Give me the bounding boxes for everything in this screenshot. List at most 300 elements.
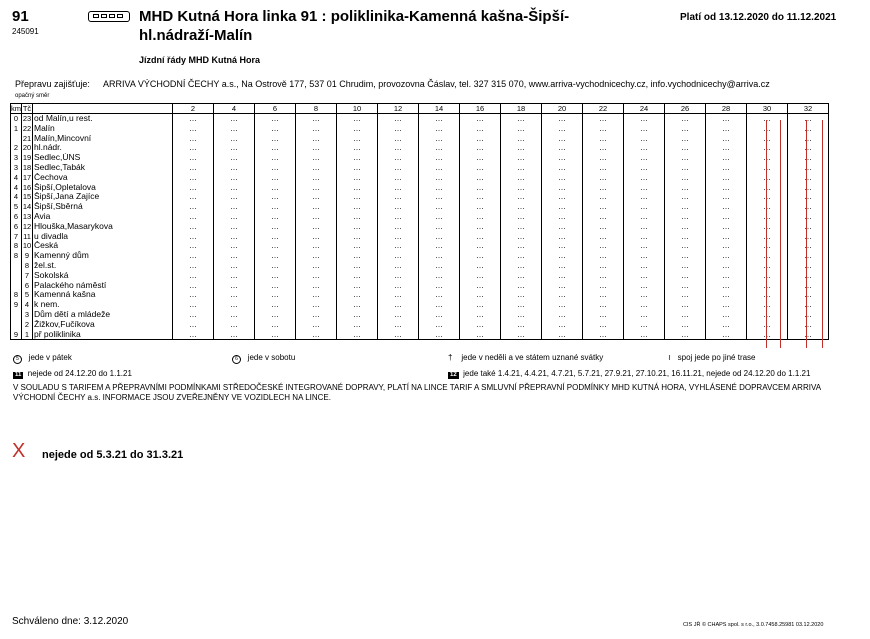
friday-icon: 5 [13,355,22,364]
stop-name: Česká [33,241,173,251]
time-cell: … [460,271,501,281]
time-cell: … [624,310,665,320]
time-cell: … [788,281,829,291]
tc-cell: 21 [22,133,32,143]
time-cell: … [173,232,214,242]
time-cell: … [419,202,460,212]
table-row [11,310,829,320]
legend-other-route: ≀ spoj jede po jiné trase [668,353,756,362]
time-cell: … [214,310,255,320]
time-cell: … [378,232,419,242]
time-cell: … [747,143,788,153]
time-cell: … [542,212,583,222]
time-cell: … [624,143,665,153]
time-cell: … [419,134,460,144]
trip-number: 2 [173,104,214,114]
time-cell: … [296,183,337,193]
time-cell: … [624,241,665,251]
time-cell: … [788,290,829,300]
time-cell: … [214,124,255,134]
tc-cell: 13 [22,211,32,221]
time-cell: … [542,134,583,144]
time-cell: … [378,320,419,330]
tc-cell: 16 [22,182,32,192]
time-cell: … [665,114,706,124]
stop-name: žel.st. [33,261,173,271]
strike-line [806,120,807,348]
time-cell: … [378,202,419,212]
time-cell: … [747,320,788,330]
km-cell: 2 [11,143,22,153]
time-cell: … [460,173,501,183]
time-cell: … [173,192,214,202]
time-cell: … [337,212,378,222]
trip-number: 14 [419,104,460,114]
time-cell: … [747,114,788,124]
time-cell: … [378,310,419,320]
time-cell: … [747,330,788,340]
time-cell: … [337,114,378,124]
time-cell: … [542,281,583,291]
tc-cell: 12 [22,221,32,231]
time-cell: … [788,134,829,144]
time-cell: … [296,212,337,222]
table-header [11,104,829,114]
time-cell: … [460,153,501,163]
time-cell: … [665,202,706,212]
time-cell: … [173,320,214,330]
time-cell: … [378,134,419,144]
trip-number: 26 [665,104,706,114]
time-cell: … [624,202,665,212]
time-cell: … [378,192,419,202]
time-cell: … [419,300,460,310]
time-cell: … [665,232,706,242]
time-cell: … [583,222,624,232]
time-cell: … [296,310,337,320]
time-cell: … [501,232,542,242]
stop-name: Kamenný dům [33,251,173,261]
time-cell: … [419,320,460,330]
km-cell: 4 [11,192,22,202]
time-cell: … [706,300,747,310]
timetable [10,103,829,340]
time-cell: … [255,183,296,193]
time-cell: … [337,290,378,300]
time-cell: … [214,271,255,281]
tc-cell: 3 [22,310,33,320]
direction-label: opačný směr [15,93,50,99]
table-row [11,153,829,163]
time-cell: … [501,271,542,281]
time-cell: … [665,173,706,183]
time-cell: … [788,300,829,310]
time-cell: … [296,173,337,183]
km-cell: 5 [11,202,22,212]
time-cell: … [788,320,829,330]
time-cell: … [747,212,788,222]
table-row [11,261,829,271]
time-cell: … [706,153,747,163]
time-cell: … [419,310,460,320]
time-cell: … [214,241,255,251]
time-cell: … [706,134,747,144]
time-cell: … [788,271,829,281]
time-cell: … [214,300,255,310]
stop-name: Čechova [33,173,173,183]
time-cell: … [788,232,829,242]
time-cell: … [419,212,460,222]
km-cell [11,320,22,330]
trip-number: 6 [255,104,296,114]
time-cell: … [296,261,337,271]
time-cell: … [747,222,788,232]
time-cell: … [296,163,337,173]
time-cell: … [460,261,501,271]
time-cell: … [419,271,460,281]
table-row [11,143,829,153]
trip-number: 4 [214,104,255,114]
time-cell: … [419,281,460,291]
tc-cell: 7 [22,271,33,281]
time-cell: … [296,281,337,291]
time-cell: … [501,134,542,144]
time-cell: … [255,143,296,153]
time-cell: … [542,232,583,242]
time-cell: … [665,124,706,134]
time-cell: … [542,143,583,153]
time-cell: … [337,310,378,320]
time-cell: … [542,330,583,340]
strike-line [766,120,767,348]
time-cell: … [419,153,460,163]
table-row [11,290,829,300]
time-cell: … [747,261,788,271]
time-cell: … [337,281,378,291]
strike-line [780,120,781,348]
stop-name: Šipší,Jana Zajíce [33,192,173,202]
time-cell: … [173,241,214,251]
time-cell: … [214,222,255,232]
time-cell: … [501,241,542,251]
time-cell: … [460,192,501,202]
time-cell: … [583,114,624,124]
km-cell: 0 [11,114,22,124]
time-cell: … [542,320,583,330]
time-cell: … [419,251,460,261]
tc-cell: 17 [22,172,32,182]
time-cell: … [460,114,501,124]
tariff-notice: V SOULADU S TARIFEM A PŘEPRAVNÍMI PODMÍNKAMI STŘEDOČESKÉ INTEGROVANÉ DOPRAVY, PLATÍ NA LINCE TARIF A SMLUVNÍ PŘEPRAVNÍ PODMÍNKY MHD KUTNÁ HORA, VYHLÁSENÉ DOPRAVCEM ARRIVA VÝCHODNÍ ČECHY a.s. INFORMACE JSOU ZVEŘEJNĚNY VE VOZIDLECH NA LINCE. [13,383,821,402]
stop-name: Sedlec,Tabák [33,163,173,173]
time-cell: … [624,153,665,163]
time-cell: … [624,222,665,232]
time-cell: … [788,153,829,163]
time-cell: … [173,124,214,134]
time-cell: … [378,153,419,163]
time-cell: … [337,153,378,163]
tc-cell: 1 [22,330,33,340]
km-cell: 6 [11,222,22,232]
time-cell: … [378,281,419,291]
time-cell: … [583,124,624,134]
time-cell: … [747,281,788,291]
time-cell: … [255,222,296,232]
col-tc: Tč [22,104,32,113]
line-number: 91 [12,8,29,25]
time-cell: … [296,202,337,212]
time-cell: … [378,173,419,183]
time-cell: … [583,212,624,222]
time-cell: … [296,232,337,242]
time-cell: … [624,251,665,261]
time-cell: … [296,271,337,281]
tc-cell: 23 [22,114,32,123]
time-cell: … [542,290,583,300]
time-cell: … [419,124,460,134]
time-cell: … [255,300,296,310]
table-row [11,192,829,202]
stop-name: hl.nádr. [33,143,173,153]
trip-number: 18 [501,104,542,114]
time-cell: … [173,153,214,163]
stop-name: Avia [33,212,173,222]
time-cell: … [296,192,337,202]
time-cell: … [378,143,419,153]
strike-line [822,120,823,348]
time-cell: … [624,134,665,144]
time-cell: … [255,281,296,291]
time-cell: … [665,330,706,340]
time-cell: … [460,300,501,310]
time-cell: … [583,183,624,193]
time-cell: … [706,202,747,212]
time-cell: … [460,310,501,320]
stop-name: Šipší,Opletalova [33,183,173,193]
time-cell: … [706,192,747,202]
time-cell: … [460,320,501,330]
time-cell: … [419,330,460,340]
stop-name: Malín [33,124,173,134]
legend-sunday: † jede v neděli a ve státem uznané svátky [448,353,604,362]
time-cell: … [419,232,460,242]
time-cell: … [501,290,542,300]
time-cell: … [173,114,214,124]
time-cell: … [583,134,624,144]
time-cell: … [337,222,378,232]
time-cell: … [173,330,214,340]
annotation-text: nejede od 5.3.21 do 31.3.21 [42,449,184,461]
time-cell: … [173,251,214,261]
table-row [11,134,829,144]
time-cell: … [706,251,747,261]
time-cell: … [501,114,542,124]
time-cell: … [460,241,501,251]
stop-name: Malín,Mincovní [33,134,173,144]
time-cell: … [214,261,255,271]
time-cell: … [255,134,296,144]
time-cell: … [542,153,583,163]
time-cell: … [747,153,788,163]
stop-name: Sokolská [33,271,173,281]
time-cell: … [624,173,665,183]
tc-cell: 5 [22,290,33,300]
time-cell: … [419,192,460,202]
time-cell: … [583,320,624,330]
trip-number: 24 [624,104,665,114]
time-cell: … [501,300,542,310]
time-cell: … [419,241,460,251]
km-cell: 4 [11,183,22,193]
time-cell: … [378,183,419,193]
time-cell: … [255,232,296,242]
time-cell: … [583,143,624,153]
table-row [11,232,829,242]
time-cell: … [665,163,706,173]
time-cell: … [583,310,624,320]
title-line-2: hl.nádraží-Malín [139,27,253,44]
time-cell: … [214,183,255,193]
time-cell: … [706,124,747,134]
time-cell: … [173,290,214,300]
time-cell: … [173,134,214,144]
time-cell: … [337,320,378,330]
time-cell: … [214,163,255,173]
cross-icon: † [448,353,453,362]
time-cell: … [296,320,337,330]
time-cell: … [337,330,378,340]
tc-cell: 22 [22,123,32,133]
time-cell: … [337,124,378,134]
time-cell: … [665,300,706,310]
time-cell: … [214,330,255,340]
time-cell: … [542,163,583,173]
time-cell: … [583,232,624,242]
table-row [11,124,829,134]
time-cell: … [173,310,214,320]
time-cell: … [542,202,583,212]
time-cell: … [214,143,255,153]
time-cell: … [665,222,706,232]
time-cell: … [378,212,419,222]
km-cell [11,134,22,144]
table-row [11,114,829,124]
time-cell: … [214,114,255,124]
time-cell: … [214,192,255,202]
time-cell: … [173,212,214,222]
time-cell: … [501,183,542,193]
time-cell: … [747,310,788,320]
time-cell: … [501,163,542,173]
time-cell: … [460,281,501,291]
note-11: 11 nejede od 24.12.20 do 1.1.21 [15,369,132,378]
km-cell [11,281,22,291]
km-cell: 7 [11,232,22,242]
time-cell: … [460,212,501,222]
table-row [11,202,829,212]
time-cell: … [788,251,829,261]
time-cell: … [583,271,624,281]
time-cell: … [255,241,296,251]
time-cell: … [337,173,378,183]
time-cell: … [501,202,542,212]
time-cell: … [501,222,542,232]
stop-name: př poliklinika [33,330,173,340]
tc-cell: 6 [22,281,33,291]
time-cell: … [706,290,747,300]
time-cell: … [419,114,460,124]
time-cell: … [788,114,829,124]
time-cell: … [255,192,296,202]
time-cell: … [542,222,583,232]
time-cell: … [542,251,583,261]
trip-number: 12 [378,104,419,114]
time-cell: … [624,114,665,124]
stop-name: Šipší,Sběrná [33,202,173,212]
time-cell: … [583,153,624,163]
time-cell: … [255,202,296,212]
time-cell: … [255,124,296,134]
km-cell: 9 [11,300,22,310]
time-cell: … [255,261,296,271]
tc-cell: 15 [22,192,32,202]
time-cell: … [583,251,624,261]
time-cell: … [706,173,747,183]
time-cell: … [665,241,706,251]
km-cell: 4 [11,173,22,183]
time-cell: … [788,202,829,212]
time-cell: … [255,290,296,300]
time-cell: … [296,153,337,163]
time-cell: … [296,330,337,340]
time-cell: … [665,153,706,163]
time-cell: … [337,232,378,242]
time-cell: … [624,261,665,271]
time-cell: … [665,310,706,320]
time-cell: … [173,281,214,291]
time-cell: … [624,300,665,310]
time-cell: … [214,320,255,330]
time-cell: … [460,251,501,261]
subtitle: Jízdní řády MHD Kutná Hora [139,55,261,65]
time-cell: … [173,271,214,281]
time-cell: … [460,143,501,153]
time-cell: … [296,124,337,134]
time-cell: … [624,212,665,222]
red-x-mark: X [12,440,26,462]
stop-name: Dům dětí a mládeže [33,310,173,320]
time-cell: … [788,212,829,222]
time-cell: … [788,222,829,232]
time-cell: … [624,320,665,330]
time-cell: … [583,261,624,271]
time-cell: … [788,192,829,202]
approved-date: Schváleno dne: 3.12.2020 [12,616,129,627]
time-cell: … [378,330,419,340]
time-cell: … [624,192,665,202]
time-cell: … [788,173,829,183]
time-cell: … [542,241,583,251]
time-cell: … [501,143,542,153]
time-cell: … [419,290,460,300]
bus-icon [88,11,130,22]
time-cell: … [542,192,583,202]
carrier-text: ARRIVA VÝCHODNÍ ČECHY a.s., Na Ostrově 177, 537 01 Chrudim, provozovna Čáslav, tel. 327 315 070, www.arriva-vychodnicechy.cz, info.vychodnicechy@arriva.cz [103,79,770,89]
time-cell: … [747,202,788,212]
time-cell: … [419,183,460,193]
time-cell: … [214,173,255,183]
time-cell: … [337,134,378,144]
